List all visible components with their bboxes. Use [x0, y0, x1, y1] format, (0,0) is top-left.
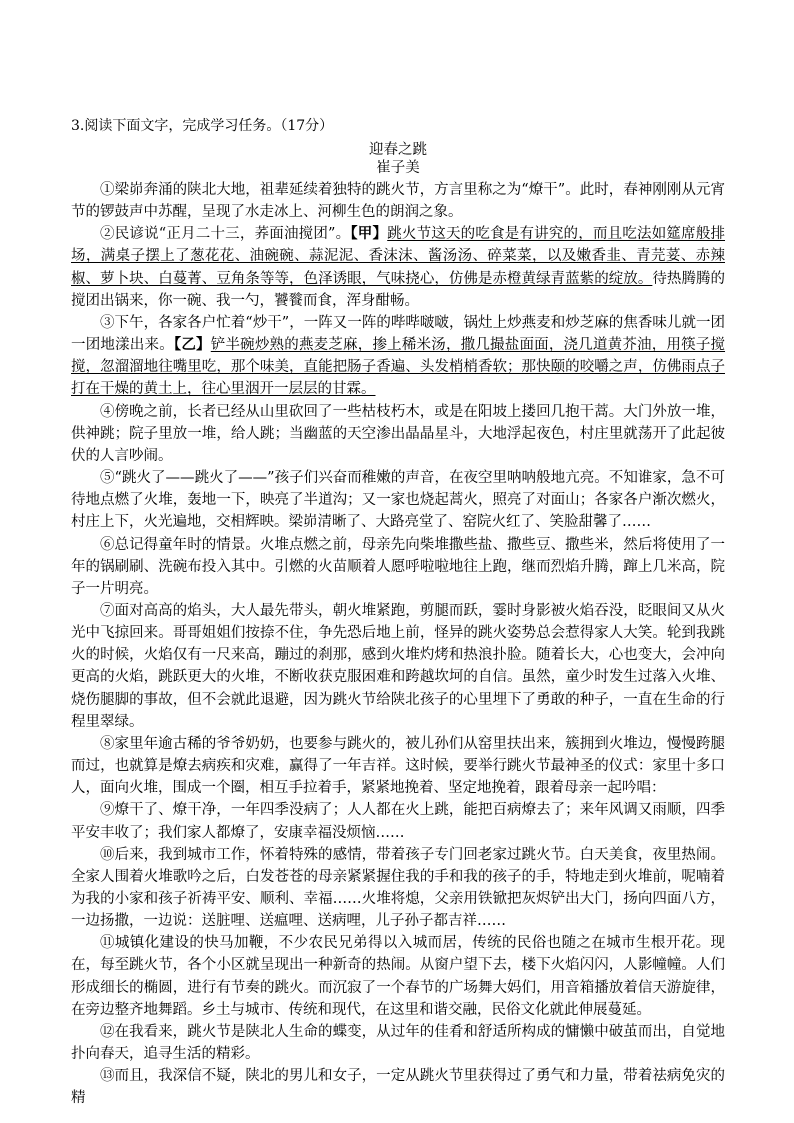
paragraph-2-tail: 待热腾腾的搅团出锅来，你一碗、我一勺，饕餮而食，浑身酣畅。	[71, 270, 726, 309]
underlined-sentence-yi: 铲半碗炒熟的燕麦芝麻，掺上稀米汤，撒几撮盐面面，浇几道黄芥油，用筷子搅搅，忽溜溜地往嘴里吃，那个味美，直能把肠子香遍、头发梢梢香软；那快颐的咬嚼之声，仿佛雨点子打在干燥的黄土上，往心里洇开一层层的甘霖。	[71, 337, 726, 398]
paragraph-13: ⑬而且，我深信不疑，陕北的男儿和女子，一定从跳火节里获得过了勇气和力量，带着祛病免灾的精	[71, 1068, 725, 1107]
marker-yi: 【乙】	[173, 336, 211, 354]
article-title: 迎春之跳	[369, 142, 427, 158]
paragraph-7: ⑦面对高高的焰头，大人最先带头，朝火堆紧跑，剪腿而跃，霎时身影被火焰吞没，眨眼间又从火光中飞掠回来。哥哥姐姐们按捺不住，争先恐后地上前，怪异的跳火姿势总会惹得家人大笑。轮到我跳火的时候，火焰仅有一尺来高，蹦过的刹那，感到火堆灼烤和热浪扑脸。随着长大，心也变大，会冲向更高的火焰，跳跃更大的火堆，不断收获克服困难和跨越坎坷的自信。虽然，童少时发生过落入火堆、烧伤腿脚的事故，但不会就此退避，因为跳火节给陕北孩子的心里埋下了勇敢的种子，一直在生命的行程里翠绿。	[71, 602, 725, 730]
paragraph-2	[71, 223, 725, 312]
paragraph-12: ⑫在我看来，跳火节是陕北人生命的蝶变，从过年的佳肴和舒适所构成的慵懒中破茧而出，自觉地扑向春天，追寻生活的精彩。	[71, 1023, 725, 1063]
question-prompt: 3.阅读下面文字，完成学习任务。（17分）	[71, 118, 334, 134]
paragraph-9: ⑨燎干了、燎干净，一年四季没病了；人人都在火上跳，能把百病燎去了；来年风调又雨顺，四季平安丰收了；我们家人都燎了，安康幸福没烦恼……	[71, 802, 725, 841]
marker-jia: 【甲】	[350, 225, 388, 243]
paragraph-2-lead: ②民谚说“正月二十三，荞面油搅团”。	[100, 226, 351, 243]
underlined-sentence-jia: 跳火节这天的吃食是有讲究的，而且吃法如筵席般排场，满桌子摆上了葱花花、油碗碗、蒜泥泥、香沫沫、酱汤汤、碎菜菜，以及嫩香韭、青芫荽、赤辣椒、萝卜块、白蔓菁、豆角条等等，色泽诱眼，气味挠心，仿佛是赤橙黄绿青蓝紫的绽放。	[71, 226, 726, 287]
document-page	[71, 118, 725, 1110]
article-author: 崔子美	[376, 160, 420, 176]
paragraph-11: ⑪城镇化建设的快马加鞭，不少农民兄弟得以入城而居，传统的民俗也随之在城市生根开花。现在，每至跳火节，各个小区就呈现出一种新奇的热闹。从窗户望下去，楼下火焰闪闪，人影幢幢。人们形成细长的椭圆，进行有节奏的跳火。而沉寂了一个春节的广场舞大妈们，用音箱播放着信天游旋律，在旁边整齐地舞蹈。乡土与城市、传统和现代，在这里和谐交融，民俗文化就此伸展蔓延。	[71, 935, 725, 1018]
paragraph-3	[71, 312, 725, 401]
paragraph-6: ⑥总记得童年时的情景。火堆点燃之前，母亲先向柴堆撒些盐、撒些豆、撒些米，然后将使用了一年的锅刷刷、洗碗布投入其中。引燃的火苗顺着人愿呼啦啦地往上跑，继而烈焰升腾，蹿上几米高，院子一片明亮。	[71, 536, 725, 597]
paragraph-4: ④傍晚之前，长者已经从山里砍回了一些枯枝朽木，或是在阳坡上搂回几抱干蒿。大门外放一堆，供神跳；院子里放一堆，给人跳；当幽蓝的天空渗出晶晶星斗，大地浮起夜色，村庄里就荡开了此起彼伏的人言吵闹。	[71, 403, 725, 464]
paragraph-3-lead: ③下午，各家各户忙着“炒干”，一阵又一阵的哔哔啵啵，锅灶上炒燕麦和炒芝麻的焦香味儿就一团一团地漾出来。	[71, 314, 725, 354]
paragraph-5: ⑤“跳火了——跳火了——”孩子们兴奋而稚嫩的声音，在夜空里呐呐般地亢亮。不知谁家，急不可待地点燃了火堆，轰地一下，映亮了半道沟；又一家也烧起蒿火，照亮了对面山；各家各户渐次燃火，村庄上下，火光遍地，交相辉映。梁峁清晰了、大路亮堂了、窑院火红了、笑脸甜馨了……	[71, 470, 725, 531]
paragraph-8: ⑧家里年逾古稀的爷爷奶奶，也要参与跳火的，被儿孙们从窑里扶出来，簇拥到火堆边，慢慢跨腿而过，也就算是燎去病疾和灾难，赢得了一年吉祥。这时候，要举行跳火节最神圣的仪式：家里十多口人，面向火堆，围成一个圈，相互手拉着手，紧紧地挽着、坚定地挽着，跟着母亲一起吟唱：	[71, 735, 725, 797]
paragraph-1: ①梁峁奔涌的陕北大地，祖辈延续着独特的跳火节，方言里称之为“燎干”。此时，春神刚刚从元宵节的锣鼓声中苏醒，呈现了水走冰上、河柳生色的朗润之象。	[71, 182, 725, 221]
paragraph-10: ⑩后来，我到城市工作，怀着特殊的感情，带着孩子专门回老家过跳火节。白天美食，夜里热闹。全家人围着火堆歌吟之后，白发苍苍的母亲紧紧握住我的手和我的孩子的手，特地走到火堆前，呢喃着为我的小家和孩子祈祷平安、顺利、幸福……火堆将熄，父亲用铁锨把灰烬铲出大门，扬向四面八方，一边扬撒，一边说：送脏哩、送瘟哩、送病哩，儿子孙子都吉祥……	[71, 846, 725, 930]
